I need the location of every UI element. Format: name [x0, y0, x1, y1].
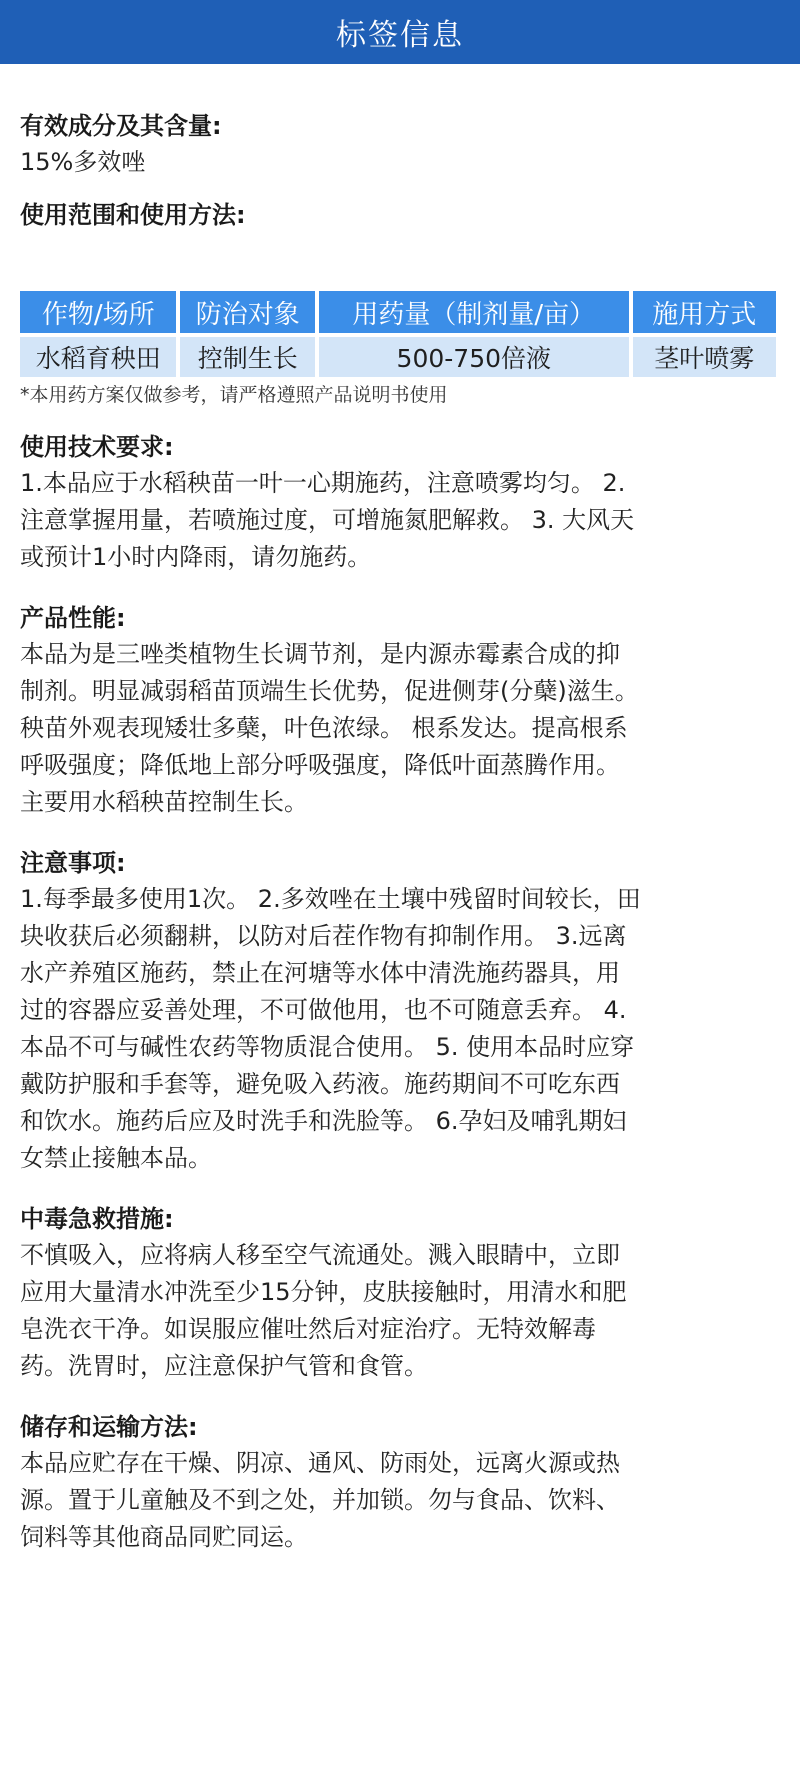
col-header-dosage: 用药量（制剂量/亩） [319, 291, 628, 333]
para-line: 女禁止接触本品。 [20, 1144, 212, 1172]
para-line: 块收获后必须翻耕，以防对后茬作物有抑制作用。 3.远离 [20, 922, 627, 950]
para-line: 秧苗外观表现矮壮多蘖，叶色浓绿。 根系发达。提高根系 [20, 714, 628, 742]
first-aid-section [20, 1201, 780, 1385]
cell-method: 茎叶喷雾 [633, 337, 776, 377]
para-line: 本品为是三唑类植物生长调节剂，是内源赤霉素合成的抑 [20, 640, 620, 668]
precautions-title: 注意事项: [20, 849, 126, 877]
cell-crop: 水稻育秧田 [20, 337, 176, 377]
cell-dosage: 500-750倍液 [319, 337, 628, 377]
col-header-target: 防治对象 [180, 291, 315, 333]
para-line: 源。置于儿童触及不到之处，并加锁。勿与食品、饮料、 [20, 1486, 620, 1514]
para-line: 饲料等其他商品同贮同运。 [20, 1523, 308, 1551]
para-line: 和饮水。施药后应及时洗手和洗脸等。 6.孕妇及哺乳期妇 [20, 1107, 627, 1135]
performance-section [20, 600, 780, 821]
para-line: 本品应贮存在干燥、阴凉、通风、防雨处，远离火源或热 [20, 1449, 620, 1477]
usage-title: 使用范围和使用方法: [20, 201, 246, 229]
para-line: 过的容器应妥善处理，不可做他用，也不可随意丢弃。 4. [20, 996, 627, 1024]
usage-note: *本用药方案仅做参考，请严格遵照产品说明书使用 [20, 384, 448, 406]
storage-section [20, 1409, 780, 1556]
tech-requirements-title: 使用技术要求: [20, 433, 174, 461]
para-line: 制剂。明显减弱稻苗顶端生长优势，促进侧芽(分蘖)滋生。 [20, 677, 639, 705]
table-row [20, 337, 776, 377]
ingredient-title: 有效成分及其含量: [20, 112, 222, 140]
para-line: 1.本品应于水稻秧苗一叶一心期施药，注意喷雾均匀。 2. [20, 469, 626, 497]
dosage-table [16, 287, 780, 381]
usage-section [20, 197, 780, 233]
para-line: 水产养殖区施药，禁止在河塘等水体中清洗施药器具，用 [20, 959, 620, 987]
storage-title: 储存和运输方法: [20, 1413, 198, 1441]
para-line: 不慎吸入，应将病人移至空气流通处。溅入眼睛中，立即 [20, 1241, 620, 1269]
para-line: 主要用水稻秧苗控制生长。 [20, 788, 308, 816]
para-line: 1.每季最多使用1次。 2.多效唑在土壤中残留时间较长，田 [20, 885, 641, 913]
page-title: 标签信息 [336, 18, 464, 53]
col-header-crop: 作物/场所 [20, 291, 176, 333]
cell-target: 控制生长 [180, 337, 315, 377]
performance-title: 产品性能: [20, 604, 126, 632]
precautions-section [20, 845, 780, 1177]
label-content [0, 108, 800, 1556]
page-header [0, 0, 800, 64]
para-line: 注意掌握用量，若喷施过度，可增施氮肥解救。 3. 大风天 [20, 506, 635, 534]
ingredient-value: 15%多效唑 [20, 148, 146, 176]
para-line: 呼吸强度；降低地上部分呼吸强度，降低叶面蒸腾作用。 [20, 751, 620, 779]
dosage-table-wrap [20, 287, 780, 381]
para-line: 应用大量清水冲洗至少15分钟，皮肤接触时，用清水和肥 [20, 1278, 627, 1306]
dosage-table-header-row [20, 291, 776, 333]
para-line: 皂洗衣干净。如误服应催吐然后对症治疗。无特效解毒 [20, 1315, 596, 1343]
col-header-method: 施用方式 [633, 291, 776, 333]
para-line: 本品不可与碱性农药等物质混合使用。 5. 使用本品时应穿 [20, 1033, 635, 1061]
para-line: 药。洗胃时，应注意保护气管和食管。 [20, 1352, 428, 1380]
para-line: 或预计1小时内降雨，请勿施药。 [20, 543, 372, 571]
tech-requirements-section [20, 429, 780, 576]
first-aid-title: 中毒急救措施: [20, 1205, 174, 1233]
para-line: 戴防护服和手套等，避免吸入药液。施药期间不可吃东西 [20, 1070, 620, 1098]
ingredient-section [20, 108, 780, 181]
